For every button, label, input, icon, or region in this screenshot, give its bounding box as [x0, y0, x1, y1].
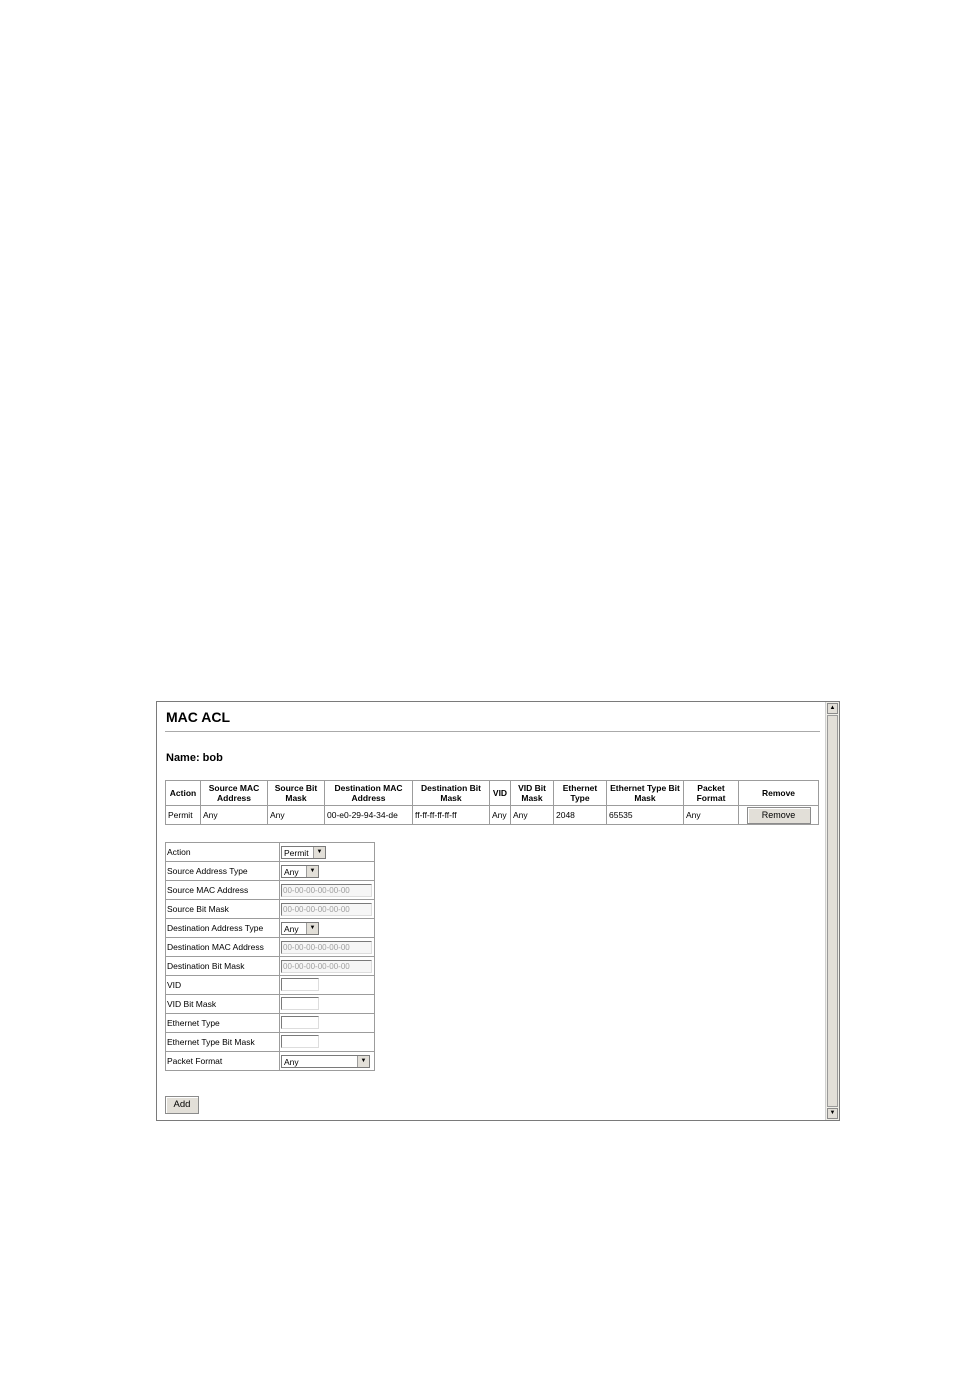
form-row-source-mac	[166, 881, 375, 900]
form-row-destination-mac	[166, 938, 375, 957]
mac-acl-window	[156, 701, 840, 1121]
add-button[interactable]: Add	[165, 1096, 199, 1114]
cell-remove	[739, 806, 819, 825]
source-mac-label: Source MAC Address	[166, 881, 280, 900]
ethernet-type-bit-mask-label: Ethernet Type Bit Mask	[166, 1033, 280, 1052]
form-row-destination-address-type	[166, 919, 375, 938]
col-source-mask: Source Bit Mask	[268, 781, 325, 806]
packet-format-value: Any	[284, 1056, 299, 1067]
packet-format-label: Packet Format	[166, 1052, 280, 1071]
source-bit-mask-label: Source Bit Mask	[166, 900, 280, 919]
chevron-down-icon: ▼	[313, 847, 325, 858]
chevron-down-icon: ▼	[306, 923, 318, 934]
ethernet-type-input[interactable]	[281, 1016, 319, 1029]
action-select[interactable]	[281, 846, 326, 859]
col-vid: VID	[490, 781, 511, 806]
destination-bit-mask-label: Destination Bit Mask	[166, 957, 280, 976]
packet-format-select[interactable]	[281, 1055, 370, 1068]
destination-address-type-label: Destination Address Type	[166, 919, 280, 938]
cell-dest-mac: 00-e0-29-94-34-de	[325, 806, 413, 825]
action-label: Action	[166, 843, 280, 862]
chevron-down-icon: ▼	[306, 866, 318, 877]
vid-input[interactable]	[281, 978, 319, 991]
vid-label: VID	[166, 976, 280, 995]
add-rule-form	[165, 842, 375, 1071]
col-vid-mask: VID Bit Mask	[511, 781, 554, 806]
ethernet-type-bit-mask-input[interactable]	[281, 1035, 319, 1048]
vertical-scrollbar[interactable]	[825, 702, 839, 1120]
col-remove: Remove	[739, 781, 819, 806]
action-select-value: Permit	[284, 847, 309, 858]
cell-action: Permit	[166, 806, 201, 825]
form-row-destination-mask	[166, 957, 375, 976]
vid-bit-mask-input[interactable]	[281, 997, 319, 1010]
acl-name: Name: bob	[166, 752, 223, 764]
destination-address-type-select[interactable]	[281, 922, 319, 935]
chevron-down-icon: ▼	[357, 1056, 369, 1067]
page-title: MAC ACL	[166, 709, 231, 725]
source-address-type-value: Any	[284, 866, 299, 877]
cell-source-mask: Any	[268, 806, 325, 825]
form-row-vid	[166, 976, 375, 995]
form-row-source-address-type	[166, 862, 375, 881]
cell-source-mac: Any	[201, 806, 268, 825]
cell-ethernet-type: 2048	[554, 806, 607, 825]
remove-button[interactable]: Remove	[747, 807, 811, 824]
scrollbar-thumb[interactable]	[827, 715, 838, 1107]
source-address-type-label: Source Address Type	[166, 862, 280, 881]
ethernet-type-label: Ethernet Type	[166, 1014, 280, 1033]
title-divider	[165, 731, 820, 732]
cell-ethernet-type-mask: 65535	[607, 806, 684, 825]
source-address-type-select[interactable]	[281, 865, 319, 878]
scroll-down-icon[interactable]: ▼	[827, 1108, 838, 1119]
cell-vid: Any	[490, 806, 511, 825]
destination-mac-label: Destination MAC Address	[166, 938, 280, 957]
col-ethernet-type: Ethernet Type	[554, 781, 607, 806]
cell-dest-mask: ff-ff-ff-ff-ff-ff	[413, 806, 490, 825]
table-header-row	[166, 781, 819, 806]
col-ethernet-type-mask: Ethernet Type Bit Mask	[607, 781, 684, 806]
form-row-source-mask	[166, 900, 375, 919]
source-mac-input[interactable]: 00-00-00-00-00-00	[281, 884, 372, 897]
vid-bit-mask-label: VID Bit Mask	[166, 995, 280, 1014]
source-bit-mask-input[interactable]: 00-00-00-00-00-00	[281, 903, 372, 916]
acl-rules-table	[165, 780, 819, 825]
cell-vid-mask: Any	[511, 806, 554, 825]
table-row	[166, 806, 819, 825]
col-dest-mask: Destination Bit Mask	[413, 781, 490, 806]
form-row-packet-format	[166, 1052, 375, 1071]
destination-address-type-value: Any	[284, 923, 299, 934]
form-row-ethernet-type-mask	[166, 1033, 375, 1052]
form-row-vid-mask	[166, 995, 375, 1014]
destination-bit-mask-input[interactable]: 00-00-00-00-00-00	[281, 960, 372, 973]
scroll-up-icon[interactable]: ▲	[827, 703, 838, 714]
form-row-ethernet-type	[166, 1014, 375, 1033]
form-row-action	[166, 843, 375, 862]
col-dest-mac: Destination MAC Address	[325, 781, 413, 806]
cell-packet-format: Any	[684, 806, 739, 825]
col-action: Action	[166, 781, 201, 806]
destination-mac-input[interactable]: 00-00-00-00-00-00	[281, 941, 372, 954]
col-packet-format: Packet Format	[684, 781, 739, 806]
col-source-mac: Source MAC Address	[201, 781, 268, 806]
